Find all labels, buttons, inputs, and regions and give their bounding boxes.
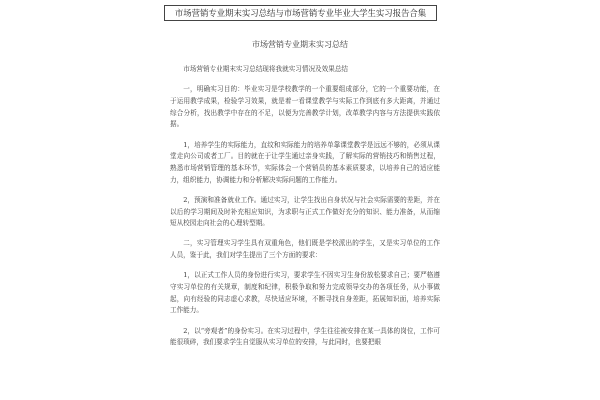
paragraph-formal-staff: 1，以正式工作人员的身份进行实习，要求学生不因实习生身份放松要求自己；要严格遵守实习单位的有关规章，制度和纪律，积极争取和努力完成领导交办的各项任务，从小事做起，向有经验的同志虚心求教，尽快适应环境，不断寻找自身差距，拓展知识面，培养实际工作能力。 <box>170 271 440 315</box>
paragraph-observer: 2，以“旁观者”的身份实习。在实习过程中，学生往往被安排在某一具体的岗位，工作可能很琐碎，我们要求学生自觉服从实习单位的安排，与此同时，也要把眼 <box>170 326 440 347</box>
paragraph-management: 二，实习管理实习学生具有双重角色，他们既是学校派出的学生，又是实习单位的工作人员，鉴于此，我们对学生提出了三个方面的要求： <box>170 239 440 260</box>
paragraph-ability: 1，培养学生的实际能力，直纹和实际能力的培养单靠课堂教学是远远不够的，必须从课堂走向公司或者工厂。目的就在于让学生通过亲身实践，了解实际的营销技巧和销售过程，熟悉市场营销管理的基本环节，实际体会一个营销员的基本素质要求，以培养自己的适应能力，组织能力，协调能力和分析解决实际问题的工作能力。 <box>170 140 440 184</box>
document-title: 市场营销专业期末实习总结与市场营销专业毕业大学生实习报告合集 <box>164 5 437 21</box>
paragraph-intro: 市场营销专业期末实习总结现将我就实习情况及效果总结 <box>183 65 349 73</box>
document-body <box>170 64 440 358</box>
paragraph-employment: 2，预演和准备就业工作。通过实习，让学生找出自身状况与社会实际需要的差距，并在以后的学习期间及时补充相应知识，为求职与正式工作做好充分的知识、能力准备，从而缩短从校园走向社会的心理转型期。 <box>170 195 440 228</box>
paragraph-purpose: 一，明确实习目的：毕业实习是学校教学的一个重要组成部分，它的一个重要功能，在于运用教学成果，检验学习效果，就是着一看课堂教学与实际工作到底有多大距离，并通过综合分析，找出教学中存在的不足，以便为完善教学计划，改革教学内容与方法提供实践依据。 <box>170 85 440 129</box>
document-subtitle: 市场营销专业期末实习总结 <box>252 40 348 49</box>
